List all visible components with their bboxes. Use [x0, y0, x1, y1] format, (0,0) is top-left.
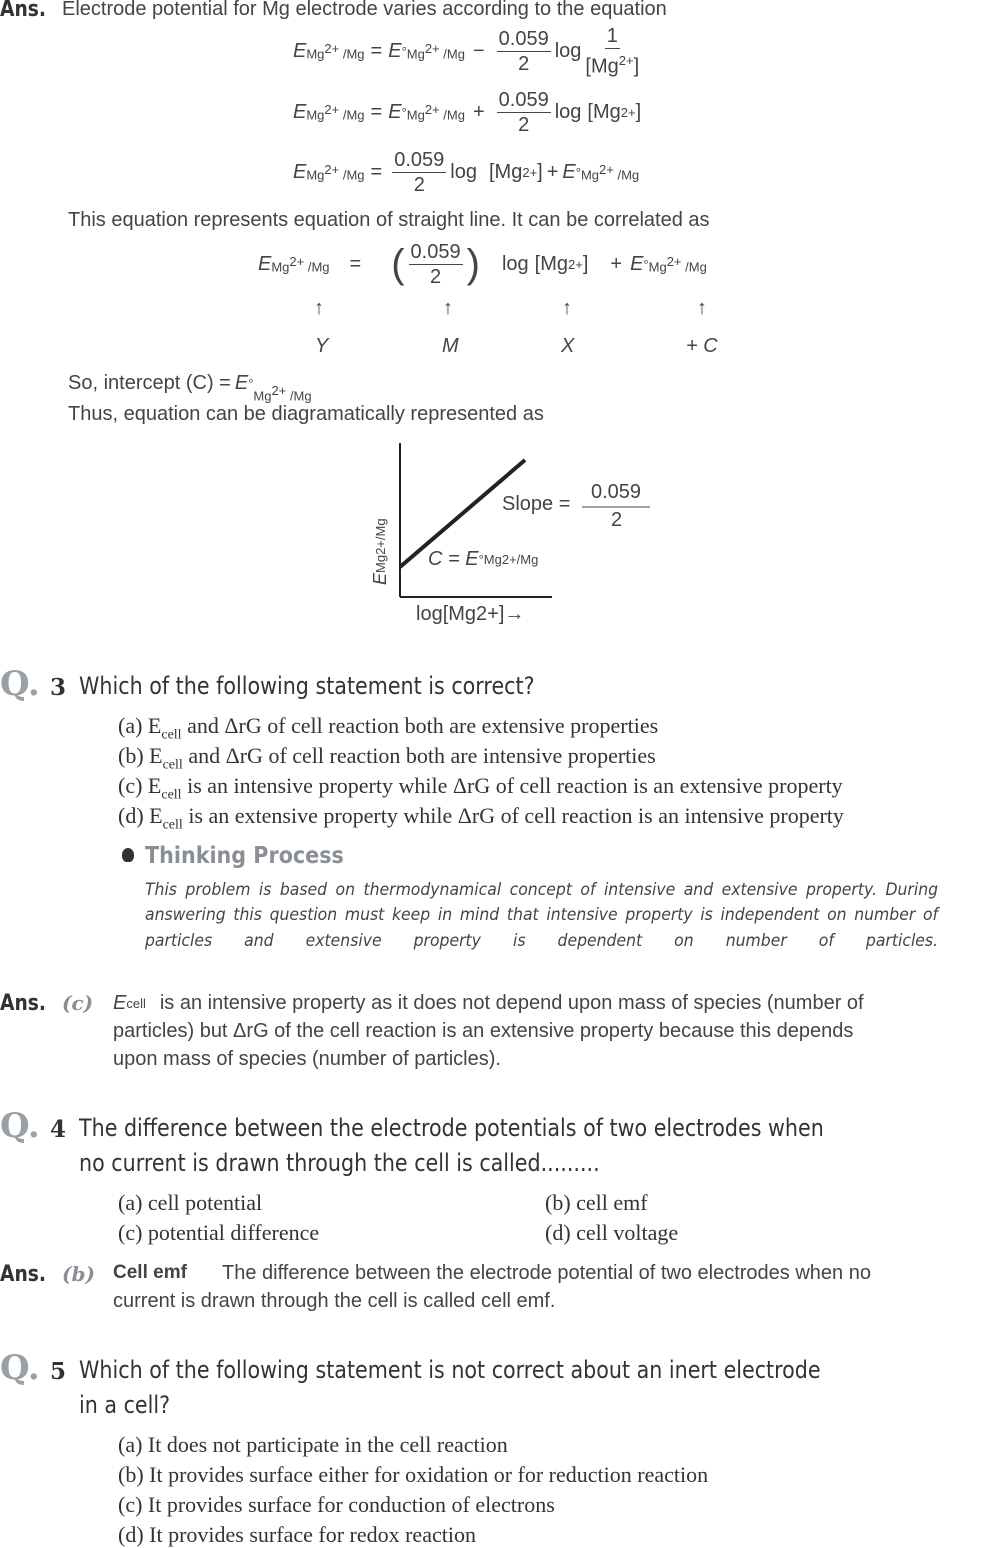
straight-line-text: This equation represents equation of straight line. It can be correlated as: [68, 209, 710, 231]
answer-line-1: E cell is an intensive property as it does not depend upon mass of species (number of: [113, 992, 864, 1014]
answer-label: Ans.: [0, 1262, 47, 1287]
slope-label: Slope =: [502, 493, 571, 515]
intercept-line: So, intercept (C) = E ° $_{Mg^{2+} /Mg}$: [68, 372, 312, 404]
option-b[interactable]: (b) cell emf: [545, 1190, 648, 1215]
option-d[interactable]: (d) It provides surface for redox reaction: [118, 1522, 476, 1547]
thinking-process-text: This problem is based on thermodynamical concept of intensive and extensive property. During answering this question must keep in mind that intensive property is independent on number of particles and extensive property is dependent on number of particles.: [145, 880, 939, 951]
answer-letter: (c): [62, 991, 94, 1015]
graph-x-label: log[Mg2+]→: [416, 603, 525, 625]
question-number: 5: [50, 1358, 67, 1385]
question-mark-q: Q.: [0, 1348, 40, 1388]
arrow-up-icon: ↑: [314, 297, 324, 319]
question-number: 3: [50, 674, 67, 701]
slope-numerator: 0.059: [591, 481, 642, 503]
slope-denominator: 2: [611, 509, 623, 531]
question-mark-q: Q.: [0, 1106, 40, 1146]
option-d[interactable]: (d) cell voltage: [545, 1220, 679, 1245]
option-c[interactable]: (c) potential difference: [118, 1220, 320, 1245]
answer-line-1: The difference between the electrode potential of two electrodes when no: [222, 1262, 871, 1284]
equation-1: E $Mg^{2+}$ /Mg = E ° $Mg^{2+}$ /Mg − $\frac{0.059}{2}$ log $\frac{1}{[Mg^{2+}]}$: [293, 25, 640, 78]
graph-y-label: E Mg2+/Mg: [370, 518, 390, 585]
arrow-up-icon: ↑: [697, 297, 707, 319]
option-c[interactable]: (c) $E_{cell}$ is an intensive property while ΔrG of cell reaction is an extensive property: [118, 773, 843, 803]
question-text: Which of the following statement is correct?: [79, 672, 535, 700]
correlation-equation: E $Mg^{2+}$ /Mg = ( $\frac{0.059}{2}$ ) log [ Mg 2+ ] + E ° $Mg^{2+}$ /Mg: [258, 241, 707, 288]
answer-label: Ans.: [0, 0, 47, 22]
lightbulb-icon: [122, 848, 134, 862]
label-c: + C: [686, 335, 718, 357]
answer-letter: (b): [62, 1262, 95, 1286]
option-c[interactable]: (c) It provides surface for conduction of electrons: [118, 1492, 555, 1517]
option-a[interactable]: (a) It does not participate in the cell reaction: [118, 1432, 508, 1457]
answer-label: Ans.: [0, 991, 47, 1016]
equation-2: E $Mg^{2+}$ /Mg = E ° $Mg^{2+}$ /Mg + $\frac{0.059}{2}$ log [ Mg 2+ ]: [293, 89, 642, 136]
thus-text: Thus, equation can be diagramatically represented as: [68, 403, 544, 425]
option-a[interactable]: (a) $E_{cell}$ and ΔrG of cell reaction both are extensive properties: [118, 713, 659, 743]
option-d[interactable]: (d) $E_{cell}$ is an extensive property while ΔrG of cell reaction is an intensive property: [118, 803, 844, 833]
option-b[interactable]: (b) $E_{cell}$ and ΔrG of cell reaction both are intensive properties: [118, 743, 656, 773]
question-text-line-2: in a cell?: [79, 1391, 171, 1419]
option-a[interactable]: (a) cell potential: [118, 1190, 263, 1215]
answer-line-3: upon mass of species (number of particles).: [113, 1048, 501, 1070]
graph: [360, 440, 660, 630]
question-number: 4: [50, 1116, 67, 1143]
equation-3: E $Mg^{2+}$ /Mg = $\frac{0.059}{2}$ log [ Mg 2+ ] + E ° $Mg^{2+}$ /Mg: [293, 149, 640, 196]
answer-bold: Cell emf: [113, 1262, 187, 1283]
question-text-line-1: The difference between the electrode potentials of two electrodes when: [79, 1114, 824, 1142]
label-m: M: [442, 335, 459, 357]
label-x: X: [561, 335, 575, 357]
arrow-up-icon: ↑: [443, 297, 453, 319]
intercept-label: C = E ° Mg2+/Mg: [428, 548, 539, 570]
intro-text: Electrode potential for Mg electrode varies according to the equation: [62, 0, 667, 20]
label-y: Y: [315, 335, 329, 357]
answer-line-2: current is drawn through the cell is called cell emf.: [113, 1290, 556, 1312]
option-b[interactable]: (b) It provides surface either for oxidation or for reduction reaction: [118, 1462, 709, 1487]
question-mark-q: Q.: [0, 664, 40, 704]
question-text-line-1: Which of the following statement is not correct about an inert electrode: [79, 1356, 821, 1384]
answer-line-2: particles) but ΔrG of the cell reaction is an extensive property because this depends: [113, 1020, 854, 1042]
question-text-line-2: no current is drawn through the cell is called.........: [79, 1149, 600, 1177]
thinking-process-title: Thinking Process: [145, 843, 344, 869]
arrow-up-icon: ↑: [562, 297, 572, 319]
